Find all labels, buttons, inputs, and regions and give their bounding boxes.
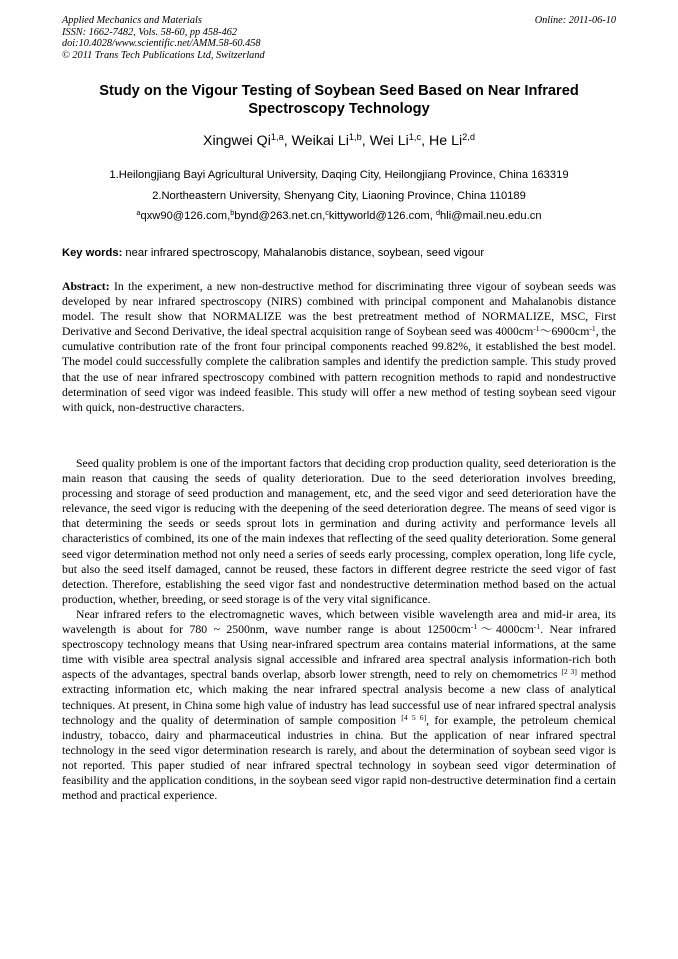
paragraph-1: Seed quality problem is one of the important factors that deciding crop production quality, seed deterioration is the main reason that causing the seeds of quality deterioration. Due to the seed deterioration involves breeding, processing and storage of seed production and management, etc, and the seed vigor and seed deterioration have the relevance, the seed vigor is reducing with the deepening of the seed deterioration degree. The means of seed vigor is that determining the seeds or seeds sprout lots in germination and during activity and performance levels all characteristics of combined, its one of the main indexes that reflecting of the seed quality deterioration. Some general seed vigor determination method not only need a series of seeds early processing, complex operation, long life cycle, but also the seed itself damaged, cannot be reused, these factors in different degree restricte the seed vigor of fast detection. Therefore, establishing the seed vigor fast and nondestructive determination method based on the actual production, whether, breeding, or seed storage is of the very vital significance. xyxy=(62,457,616,606)
paragraph-text: Near infrared refers to the electromagnetic waves, which between visible wavelength area and mid-ir area, its wavelength is about for 780 ~ 2500nm, wave number range is about 12500cm xyxy=(62,607,616,637)
email-list xyxy=(62,210,616,222)
copyright-line: © 2011 Trans Tech Publications Ltd, Switzerland xyxy=(62,49,265,61)
email-address[interactable]: qxw90@126.com, xyxy=(140,210,231,222)
paragraph-2 xyxy=(62,607,616,803)
abstract-text: In the experiment, a new non-destructive method for discriminating three vigour of soybean seeds was developed by near infrared spectroscopy (NIRS) combined with principal component and Mahalanobis distance model. The result show that NORMALIZE was the best pretreatment method of NORMALIZE, MSC, First Derivative and Second Derivative, the ideal spectral acquisition range of Soybean seed was 4000cm xyxy=(62,280,617,339)
citation-reference: [2 3] xyxy=(561,667,577,677)
author-name: Wei Li xyxy=(369,133,409,149)
unit-superscript: -1 xyxy=(589,324,596,334)
doi-line: doi:10.4028/www.scientific.net/AMM.58-60.458 xyxy=(62,38,261,50)
email-mark: b xyxy=(230,208,235,217)
author-affiliation-mark: 1,c xyxy=(408,131,422,142)
paragraph-text: . Near infrared spectroscopy technology means that Using near-infrared spectrum area contains material informations, at the same time with visible area spectral analysis signal accessible and infrared area spectral analysis information-rich both aspects of the advantages, spectral bands overlap, absorb lower strength, need to rely on chemometrics xyxy=(62,623,617,682)
email-address[interactable]: hli@mail.neu.edu.cn xyxy=(440,210,542,222)
keywords xyxy=(62,247,616,259)
paragraph-text: , for example, the petroleum chemical industry, tobacco, dairy and pharmaceutical industries in china. But the application of near infrared spectral technology in the seed vigor determination research is rarely, and about the determination of soybean seed vigor is not reported. This paper studied of near infrared spectral technology in soybean seed vigor determination of feasibility and the application conditions, in the soybean seed vigor rapid non-destructive determination find a certain method and practical experience. xyxy=(62,713,616,803)
keywords-text: near infrared spectroscopy, Mahalanobis distance, soybean, seed vigour xyxy=(125,247,485,259)
body-text xyxy=(62,456,616,803)
email-address[interactable]: kittyworld@126.com, xyxy=(328,210,436,222)
issn-line: ISSN: 1662-7482, Vols. 58-60, pp 458-462 xyxy=(62,26,238,38)
email-mark: a xyxy=(136,208,141,217)
author-name: Xingwei Qi xyxy=(203,133,271,149)
title-line-2: Spectroscopy Technology xyxy=(248,101,430,117)
online-date: Online: 2011-06-10 xyxy=(534,15,616,26)
title-line-1: Study on the Vigour Testing of Soybean Seed Based on Near Infrared xyxy=(99,83,579,99)
author-affiliation-mark: 2,d xyxy=(462,131,475,142)
abstract-label: Abstract: xyxy=(62,280,110,293)
author-affiliation-mark: 1,a xyxy=(270,131,284,142)
paper-title xyxy=(62,82,616,118)
author-affiliation-mark: 1,b xyxy=(348,131,362,142)
author-list: Xingwei Qi$^{1,a}$, Weikai Li$^{1,b}$, Wei Li$^{1,c}$, He Li$^{2,d}$ xyxy=(203,131,475,149)
abstract xyxy=(62,279,616,415)
citation-reference: [4 5 6] xyxy=(401,712,427,722)
unit-superscript: -1 xyxy=(533,324,540,334)
email-mark: c xyxy=(325,208,329,217)
affiliation-1: 1.Heilongjiang Bayi Agricultural University, Daqing City, Heilongjiang Province, China 163319 xyxy=(109,169,569,181)
paragraph-text: ～4000cm xyxy=(477,623,534,637)
keywords-label: Key words: xyxy=(62,247,123,259)
affiliation-2: 2.Northeastern University, Shenyang City, Liaoning Province, China 110189 xyxy=(152,190,526,202)
journal-header xyxy=(62,15,265,61)
unit-superscript: -1 xyxy=(533,621,541,631)
author-name: Weikai Li xyxy=(291,133,349,149)
author-name: He Li xyxy=(429,133,463,149)
abstract-text: ～6900cm xyxy=(539,325,590,339)
email-address[interactable]: bynd@263.net.cn, xyxy=(234,210,326,222)
journal-name: Applied Mechanics and Materials xyxy=(62,15,202,26)
paragraph-text: method extracting information etc, which making the near infrared spectral analysis become a new class of analytical techniques. At present, in China some high value of industry has lead successful use of near infrared spectral analysis technology and the quality of determination of sample composition xyxy=(62,668,616,727)
unit-superscript: -1 xyxy=(470,621,478,631)
abstract-text: , the cumulative contribution rate of the front four principal components reached 99.82%, it established the best model. The model could successfully complete the calibration samples and identify the prediction sample. This study proved that the use of near infrared spectroscopy combined with pattern recognition methods to rapid and nondestructive determination of seed vigor was indeed feasible. This study will offer a new method of testing soybean seed vigour with quick, non-destructive characters. xyxy=(62,325,617,414)
email-mark: d xyxy=(435,208,441,217)
